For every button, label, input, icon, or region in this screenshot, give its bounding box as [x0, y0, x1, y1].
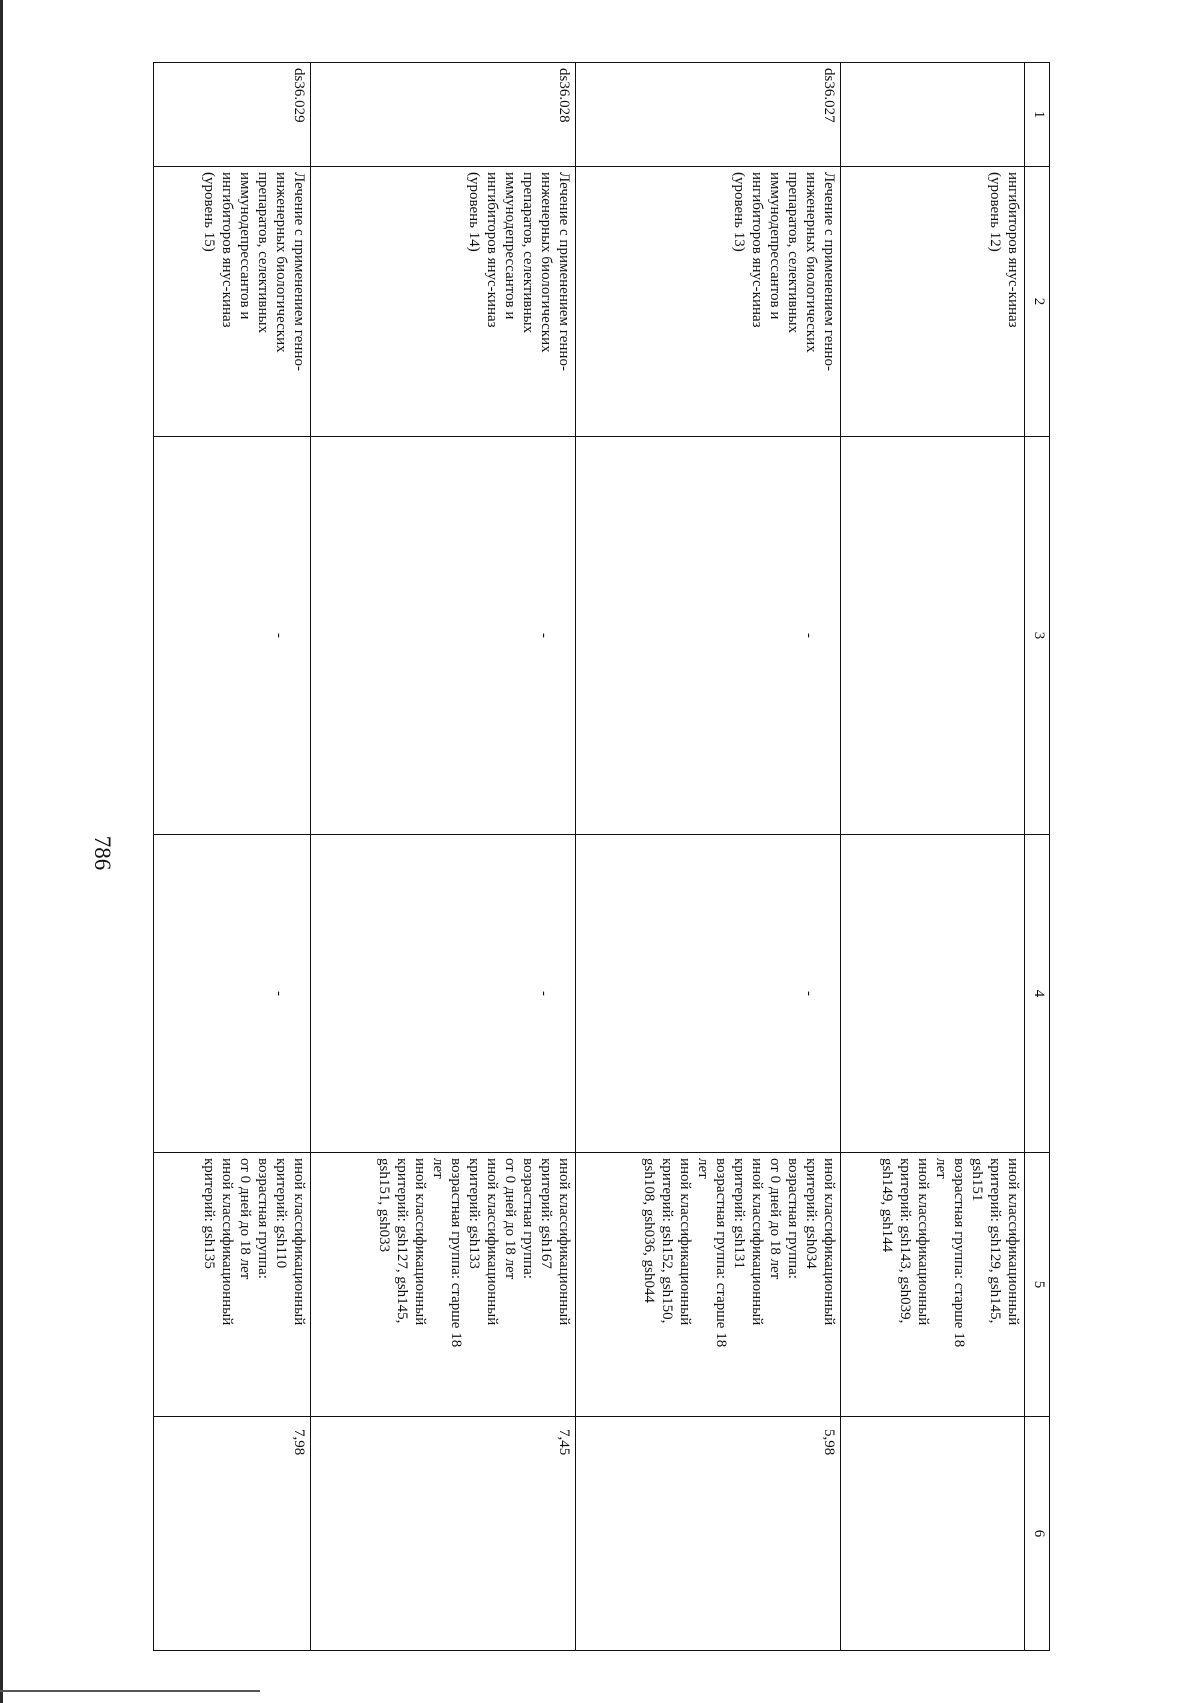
- row-col4: -: [576, 835, 841, 1153]
- tariff-table: [153, 62, 1050, 1651]
- row-code: ds36.029: [154, 63, 311, 167]
- row-col3: [841, 437, 1025, 835]
- row-code: [841, 63, 1025, 167]
- row-name: Лечение с применением генно- инженерных биологических препаратов, селективных иммунодепрессантов и ингибиторов янус-киназ (уровень 15): [154, 167, 311, 437]
- row-coefficient: 5,98: [576, 1417, 841, 1651]
- row-name: ингибиторов янус-киназ (уровень 12): [841, 167, 1025, 437]
- table-row: [576, 63, 841, 1651]
- table-row: [154, 63, 311, 1651]
- column-header-4: 4: [1025, 835, 1050, 1153]
- table-row: [311, 63, 576, 1651]
- row-code: ds36.027: [576, 63, 841, 167]
- row-name: Лечение с применением генно- инженерных биологических препаратов, селективных иммунодепрессантов и ингибиторов янус-киназ (уровень 14): [311, 167, 576, 437]
- row-criteria: иной классификационный критерий: gsh167 возрастная группа: от 0 дней до 18 лет иной классификационный критерий: gsh133 возрастная группа: старше 18 лет иной классификационный критерий: gsh127, gsh145, gsh151, gsh033: [311, 1153, 576, 1417]
- scan-bottom-edge: [0, 1690, 260, 1692]
- row-col3: -: [576, 437, 841, 835]
- row-coefficient: 7,45: [311, 1417, 576, 1651]
- table-header-row: [1025, 63, 1050, 1651]
- row-col3: -: [311, 437, 576, 835]
- row-coefficient: [841, 1417, 1025, 1651]
- row-col4: -: [154, 835, 311, 1153]
- row-col4: -: [311, 835, 576, 1153]
- column-header-5: 5: [1025, 1153, 1050, 1417]
- column-header-1: 1: [1025, 63, 1050, 167]
- row-col3: -: [154, 437, 311, 835]
- column-header-3: 3: [1025, 437, 1050, 835]
- row-code: ds36.028: [311, 63, 576, 167]
- row-criteria: иной классификационный критерий: gsh034 возрастная группа: от 0 дней до 18 лет иной классификационный критерий: gsh131 возрастная группа: старше 18 лет иной классификационный критерий: gsh152, gsh150, gsh108, gsh036, gsh044: [576, 1153, 841, 1417]
- scan-left-edge: [0, 0, 3, 1703]
- row-col4: [841, 835, 1025, 1153]
- row-coefficient: 7,98: [154, 1417, 311, 1651]
- column-header-6: 6: [1025, 1417, 1050, 1651]
- row-criteria: иной классификационный критерий: gsh129, gsh145, gsh151 возрастная группа: старше 18 лет иной классификационный критерий: gsh143, gsh039, gsh149, gsh144: [841, 1153, 1025, 1417]
- table-row: [841, 63, 1025, 1651]
- row-name: Лечение с применением генно- инженерных биологических препаратов, селективных иммунодепрессантов и ингибиторов янус-киназ (уровень 13): [576, 167, 841, 437]
- page-number: 786: [90, 835, 115, 871]
- row-criteria: иной классификационный критерий: gsh110 возрастная группа: от 0 дней до 18 лет иной классификационный критерий: gsh135: [154, 1153, 311, 1417]
- column-header-2: 2: [1025, 167, 1050, 437]
- document-table-rotated: [153, 62, 1050, 1650]
